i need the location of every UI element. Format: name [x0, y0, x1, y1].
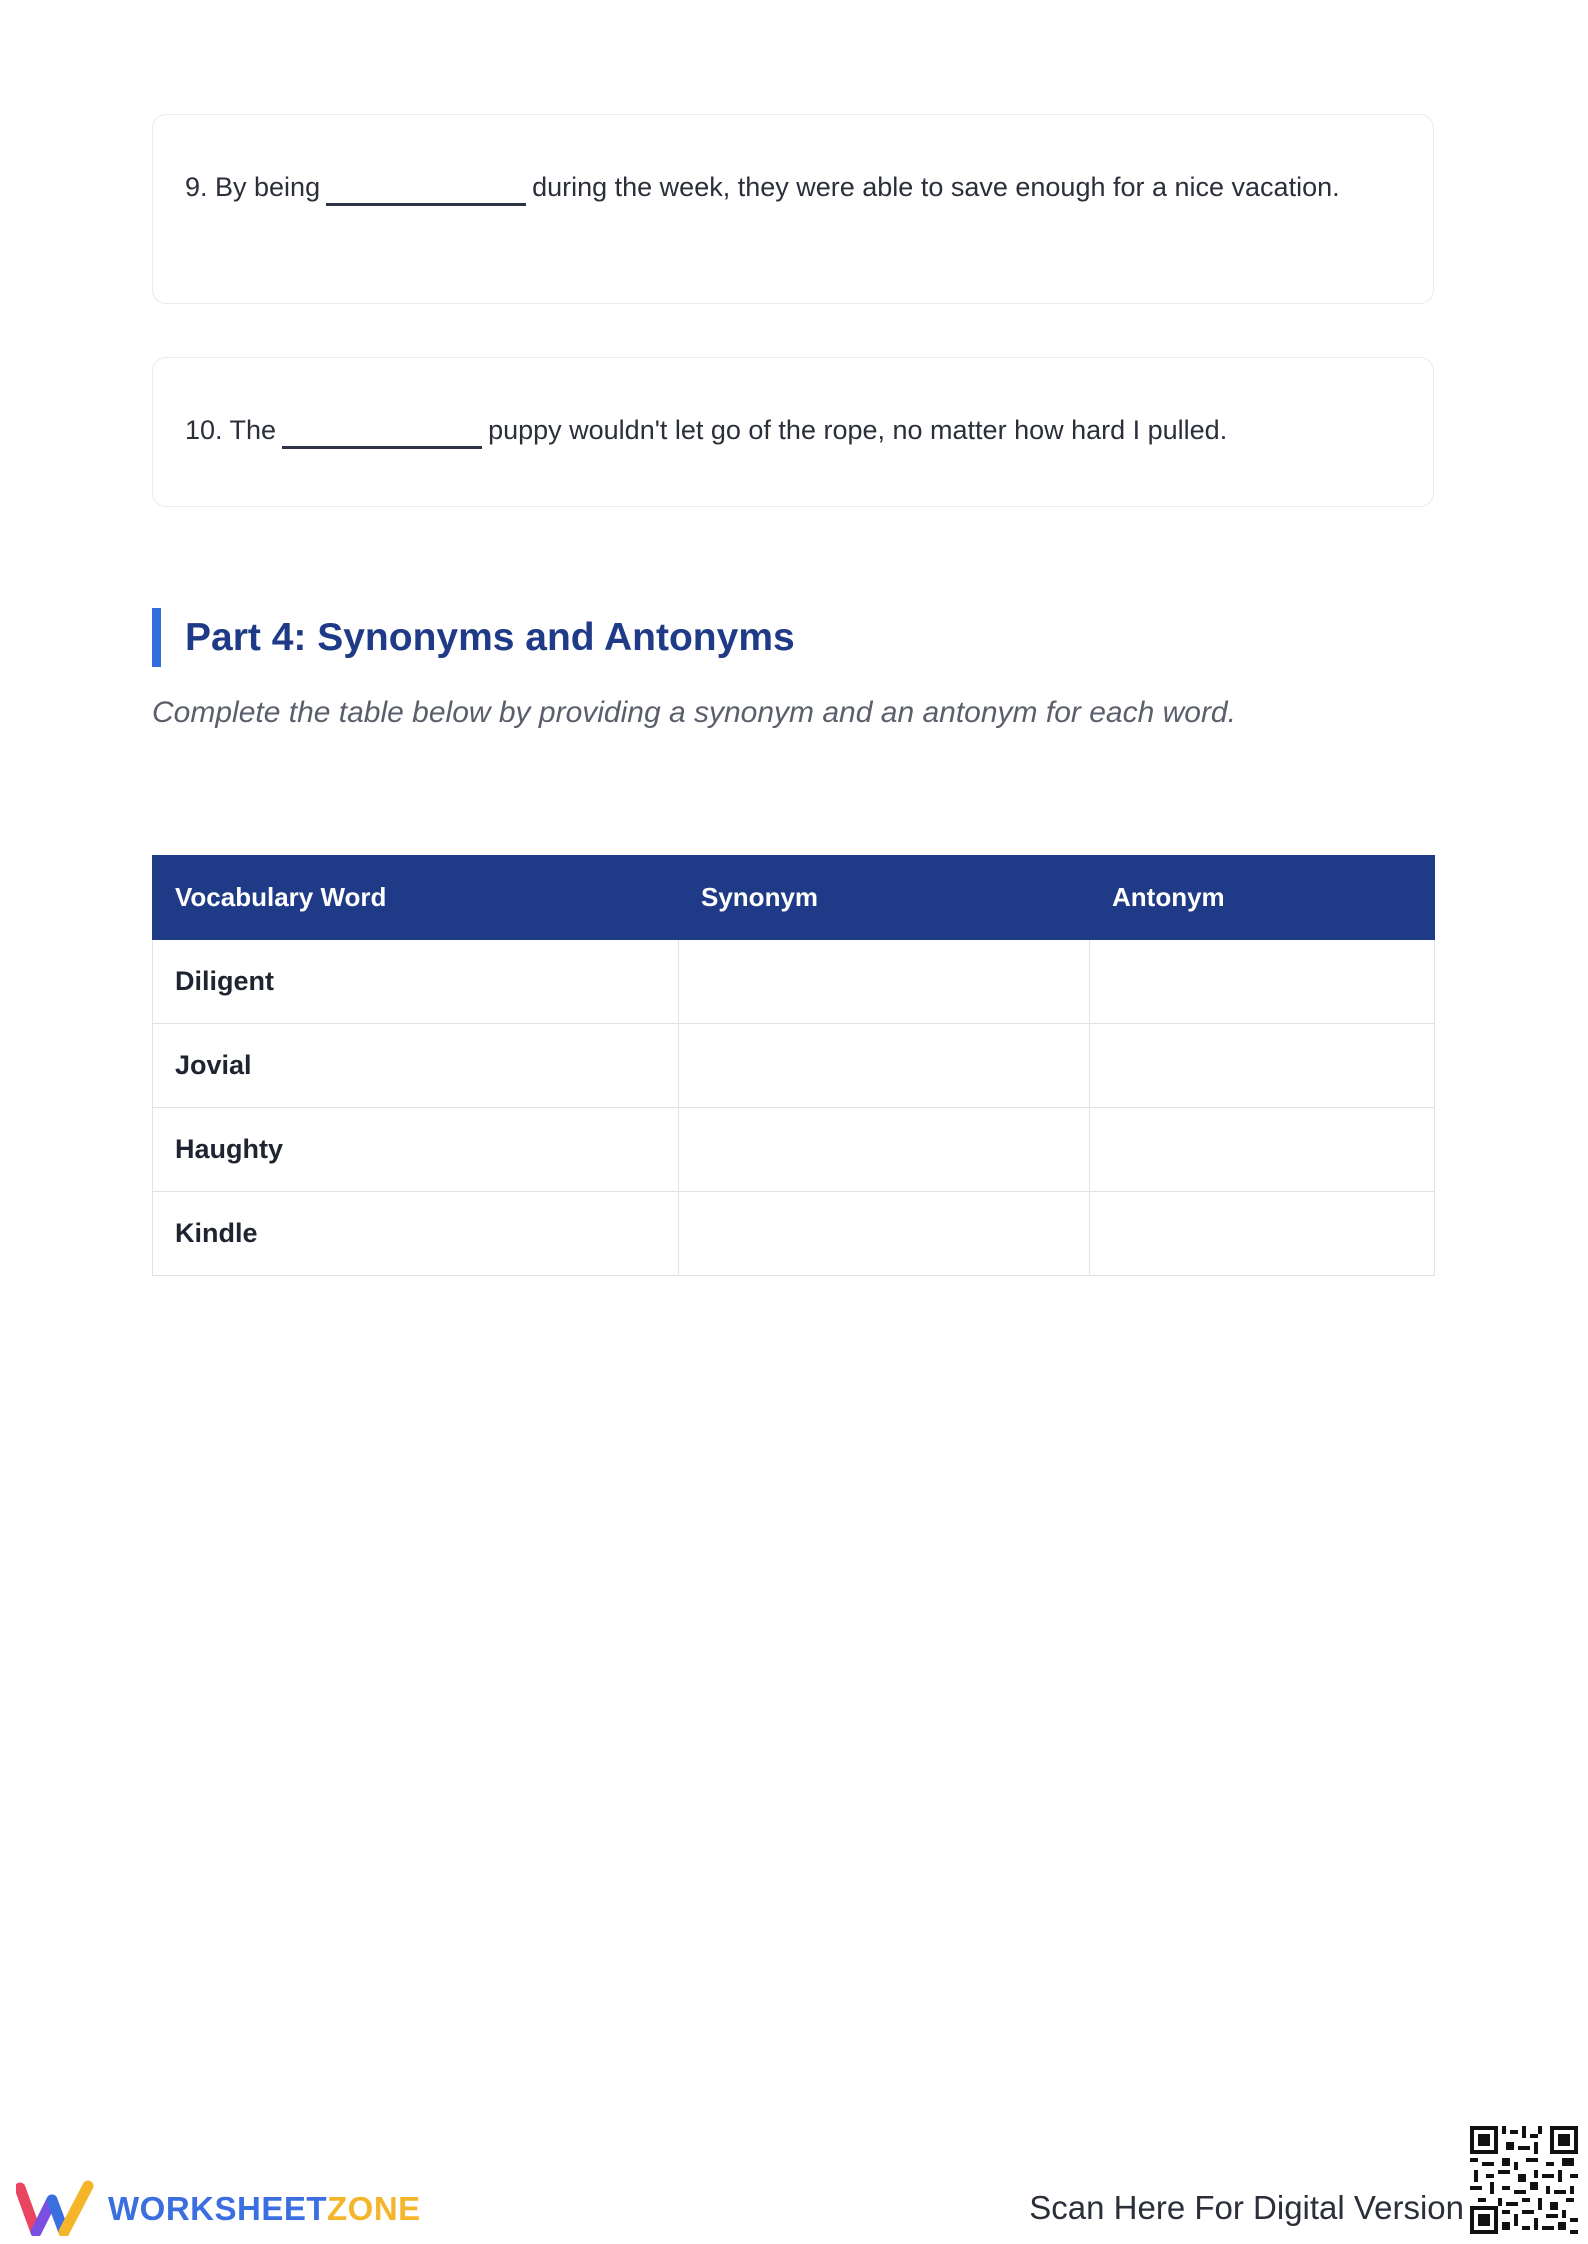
word-cell: Jovial	[153, 1024, 679, 1108]
table-header-row	[153, 856, 1435, 940]
answer-blank-9[interactable]	[326, 175, 526, 206]
brand-name-part1: WORKSHEET	[108, 2190, 327, 2227]
question-9-before: 9. By being	[185, 172, 321, 202]
antonym-cell[interactable]	[1090, 940, 1435, 1024]
question-9-after: during the week, they were able to save enough for a nice vacation.	[532, 172, 1340, 202]
question-card-10	[152, 357, 1434, 507]
question-9-text	[185, 165, 1373, 209]
synonym-cell[interactable]	[679, 1024, 1090, 1108]
vocabulary-table	[152, 855, 1435, 1276]
header-antonym: Antonym	[1090, 856, 1435, 940]
section-accent-bar	[152, 608, 161, 667]
header-vocabulary-word: Vocabulary Word	[153, 856, 679, 940]
worksheetzone-logo[interactable]	[16, 2180, 436, 2236]
qr-code-icon[interactable]	[1470, 2126, 1578, 2234]
question-10-before: 10. The	[185, 415, 277, 445]
section-instructions: Complete the table below by providing a synonym and an antonym for each word.	[152, 696, 1236, 729]
question-card-9	[152, 114, 1434, 304]
answer-blank-10[interactable]	[282, 418, 482, 449]
worksheetzone-logo-icon	[16, 2180, 96, 2236]
question-10-after: puppy wouldn't let go of the rope, no matter how hard I pulled.	[488, 415, 1228, 445]
antonym-cell[interactable]	[1090, 1192, 1435, 1276]
section-title: Part 4: Synonyms and Antonyms	[185, 616, 795, 659]
word-cell: Haughty	[153, 1108, 679, 1192]
antonym-cell[interactable]	[1090, 1024, 1435, 1108]
scan-instruction: Scan Here For Digital Version	[1029, 2189, 1464, 2226]
antonym-cell[interactable]	[1090, 1108, 1435, 1192]
header-synonym: Synonym	[679, 856, 1090, 940]
synonym-cell[interactable]	[679, 1108, 1090, 1192]
word-cell: Diligent	[153, 940, 679, 1024]
synonym-cell[interactable]	[679, 1192, 1090, 1276]
table-row	[153, 1024, 1435, 1108]
table-row	[153, 1192, 1435, 1276]
brand-name-part2: ZONE	[327, 2190, 421, 2227]
question-10-text	[185, 408, 1373, 452]
word-cell: Kindle	[153, 1192, 679, 1276]
synonym-cell[interactable]	[679, 940, 1090, 1024]
table-row	[153, 1108, 1435, 1192]
table-row	[153, 940, 1435, 1024]
brand-name	[108, 2190, 421, 2228]
